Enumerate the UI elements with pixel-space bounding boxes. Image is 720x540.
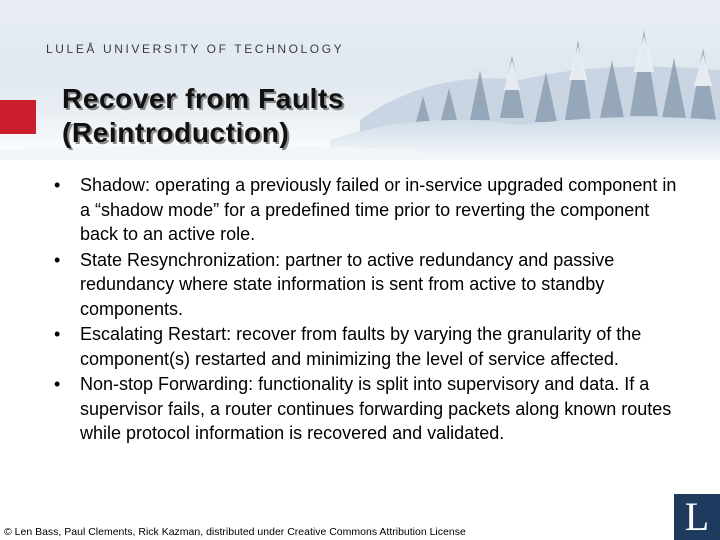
bullet-text: State Resynchronization: partner to active redundancy and passive redundancy where state information is sent from active to standby components. <box>80 249 615 319</box>
title-line-2: (Reintroduction) <box>62 117 290 148</box>
bullet-item <box>54 173 684 247</box>
bullet-text: Shadow: operating a previously failed or in-service upgraded component in a “shadow mode” for a predefined time prior to reverting the component back to an active role. <box>80 175 677 244</box>
bullet-item <box>54 372 684 446</box>
bullet-text: Escalating Restart: recover from faults by varying the granularity of the component(s) restarted and minimizing the level of service affected. <box>80 324 642 369</box>
university-name: LULEÅ UNIVERSITY OF TECHNOLOGY <box>46 42 345 56</box>
university-logo <box>674 494 720 540</box>
logo-letter: L <box>684 494 710 539</box>
bullet-list <box>54 173 684 447</box>
bullet-marker: • <box>54 374 61 394</box>
bullet-marker: • <box>54 249 61 270</box>
bullet-text: Non-stop Forwarding: functionality is split into supervisory and data. If a supervisor fails, a router continues forwarding packets along known routes while protocol information is recovered and validated. <box>80 374 672 443</box>
bullet-item <box>54 248 684 322</box>
bullet-marker: • <box>54 324 61 344</box>
bullet-item <box>54 322 684 371</box>
accent-square <box>0 100 36 134</box>
slide-title <box>62 82 344 150</box>
copyright-footer: © Len Bass, Paul Clements, Rick Kazman, distributed under Creative Commons Attribution License <box>4 526 466 538</box>
title-line-1: Recover from Faults <box>62 83 345 114</box>
bullet-marker: • <box>54 175 61 195</box>
